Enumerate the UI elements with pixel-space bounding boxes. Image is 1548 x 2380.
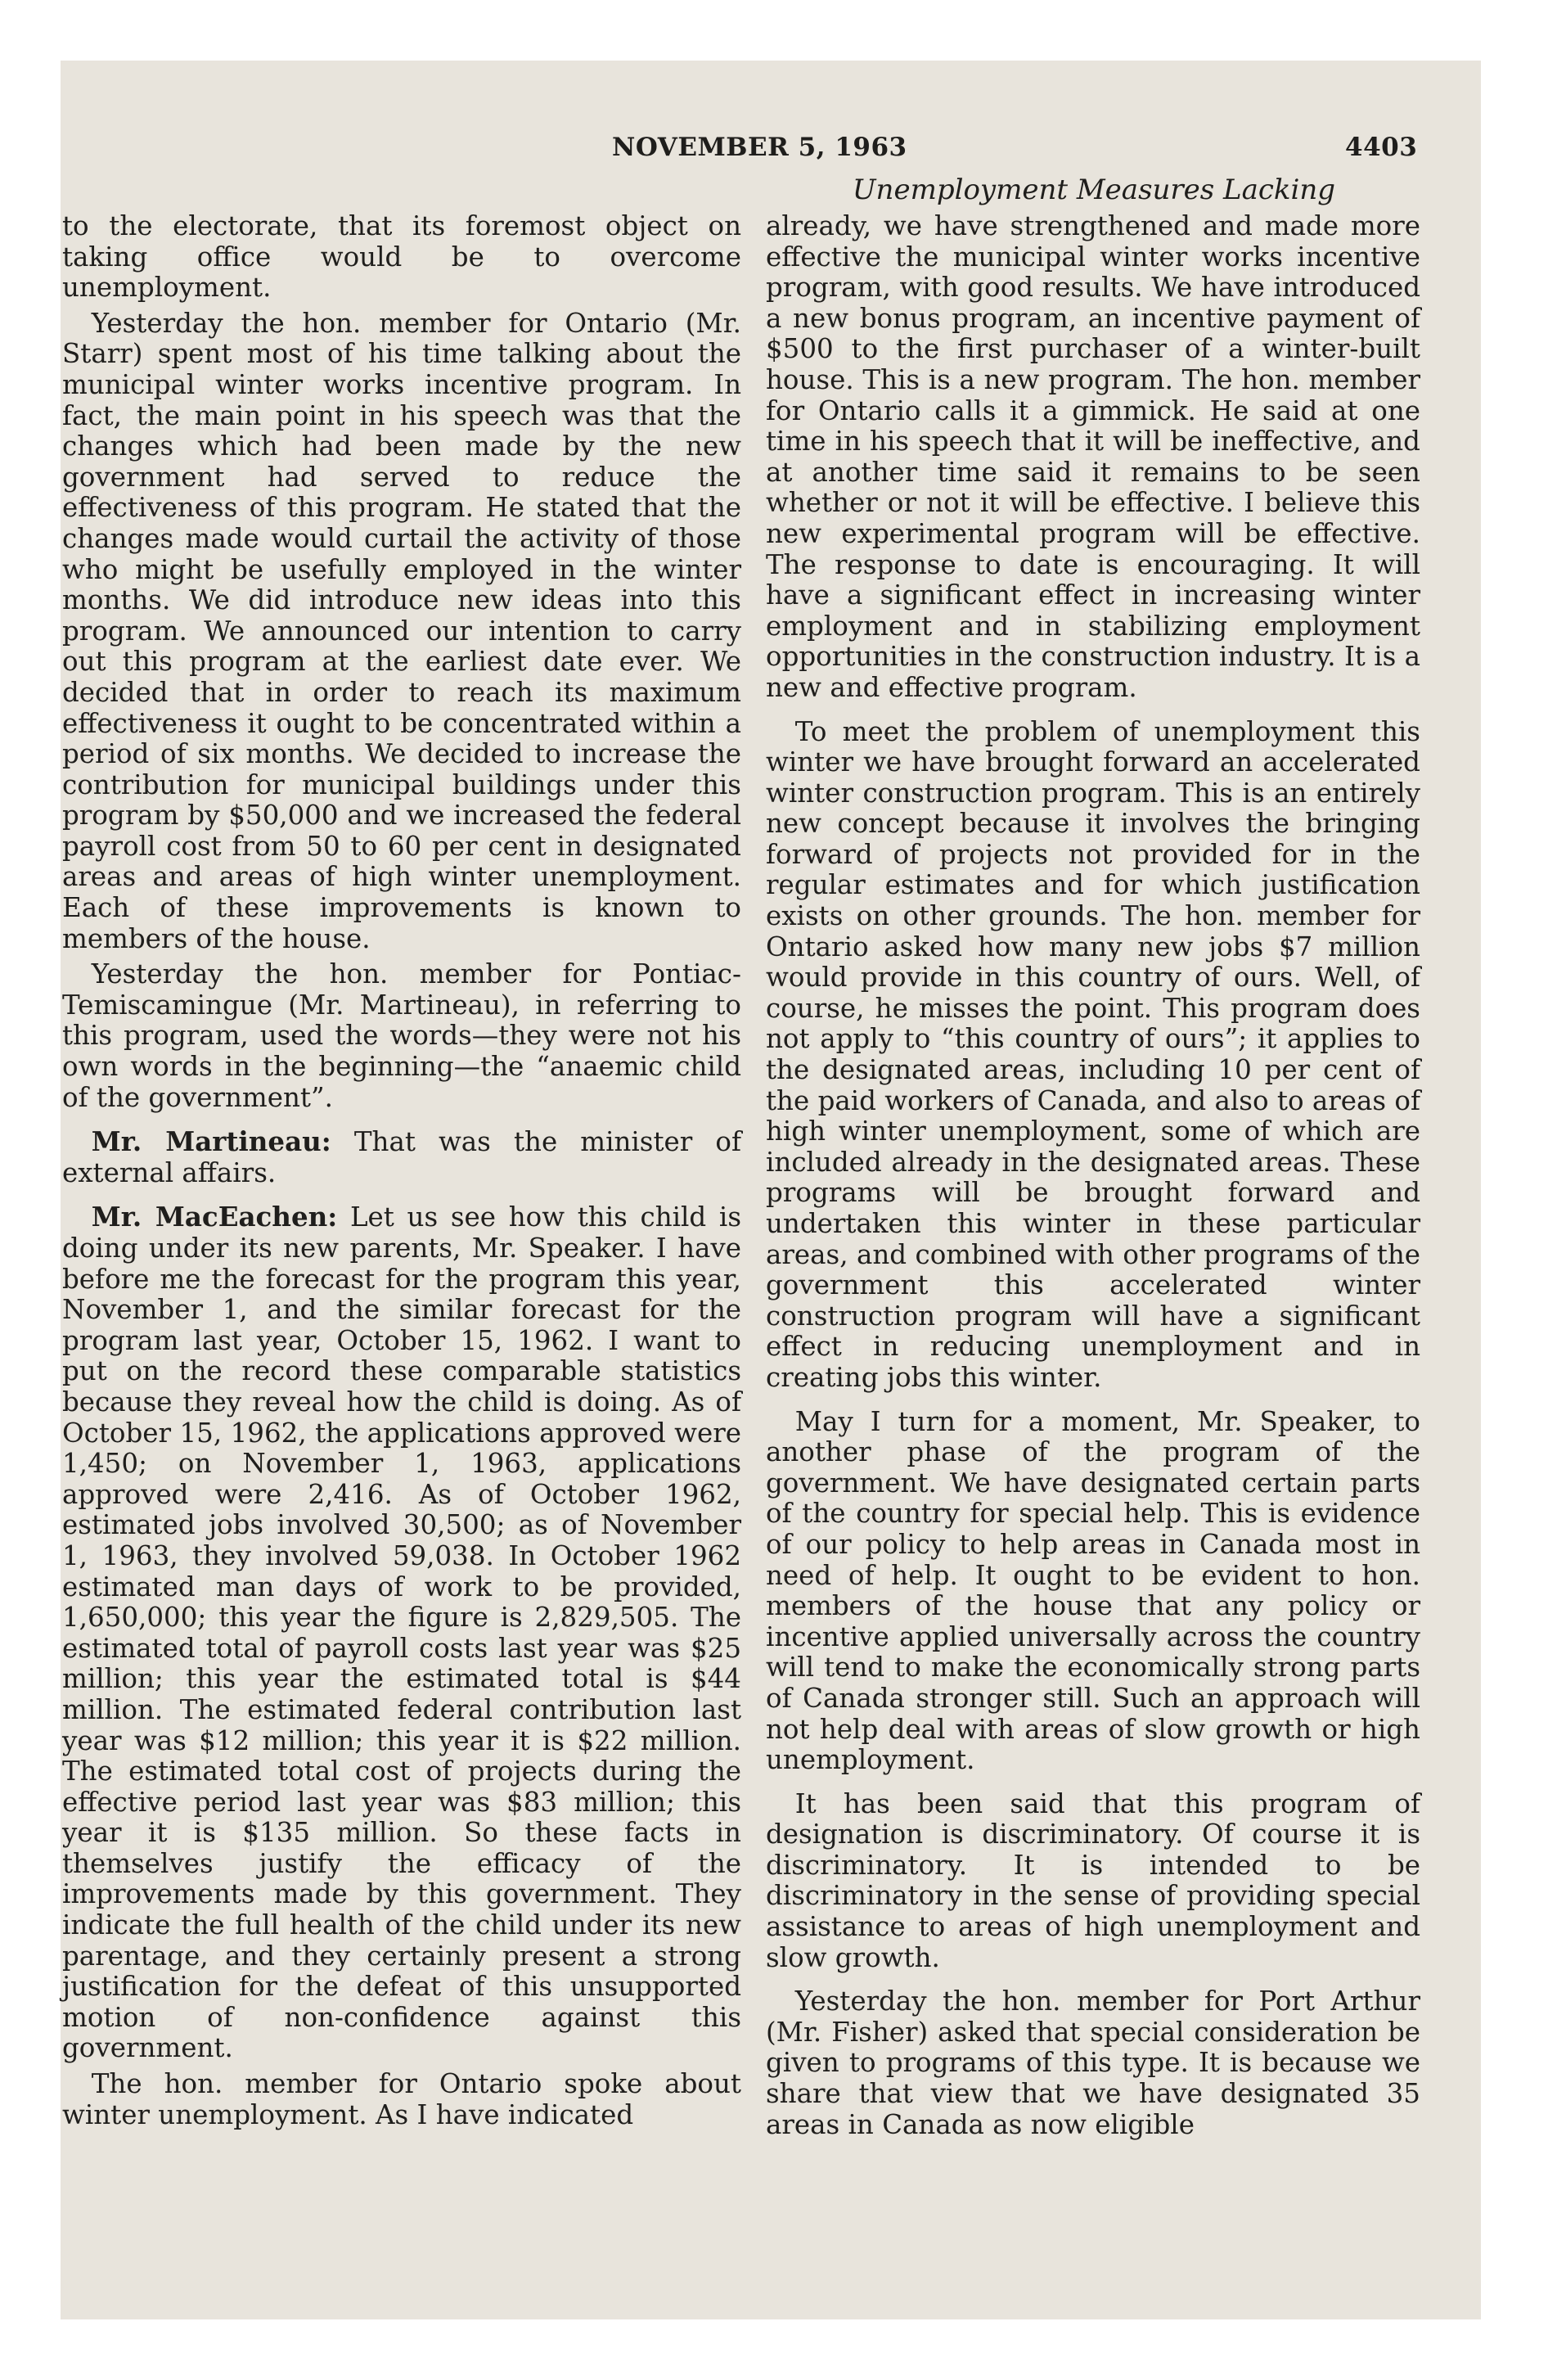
paragraph [766, 211, 1420, 704]
paragraph [766, 1407, 1420, 1776]
paragraph-text: Yesterday the hon. member for Pontiac-Temiscamingue (Mr. Martineau), in referring to this program, used the words—they were not his own words in the beginning—the “anaemic child of the government”. [62, 958, 741, 1113]
page-date: NOVEMBER 5, 1963 [612, 133, 907, 162]
paragraph [766, 1789, 1420, 1974]
speech-paragraph [62, 1126, 741, 1188]
paragraph-text: To meet the problem of unemployment this winter we have brought forward an accelerated winter construction program. This is an entirely new concept because it involves the bringing forward of projects not provided for in the regular estimates and for which justification exists on other grounds. The hon. member for Ontario asked how many new jobs $7 million would provide in this country of ours. Well, of course, he misses the point. This program does not apply to “this country of ours”; it applies to the designated areas, including 10 per cent of the paid workers of Canada, and also to areas of high winter unemployment, some of which are included already in the designated areas. These programs will be brought forward and undertaken this winter in these particular areas, and combined with other programs of the government this accelerated winter construction program will have a significant effect in reducing unemployment and in creating jobs this winter. [766, 715, 1420, 1393]
paragraph-text: The hon. member for Ontario spoke about winter unemployment. As I have indicated [62, 2068, 741, 2130]
left-column [62, 211, 741, 2135]
speech-text: That was the minister of external affairs. [62, 1126, 741, 1188]
page-number: 4403 [1345, 133, 1418, 162]
speaker-name: Mr. MacEachen: [91, 1201, 338, 1233]
speech-paragraph [62, 1201, 741, 2064]
paragraph [62, 211, 741, 304]
paragraph-text: It has been said that this program of designation is discriminatory. Of course it is discriminatory. It is intended to be discriminatory in the sense of providing special assistance to areas of high unemployment and slow growth. [766, 1787, 1420, 1973]
paragraph-text: already, we have strengthened and made more effective the municipal winter works incentive program, with good results. We have introduced a new bonus program, an incentive payment of $500 to the first purchaser of a winter-built house. This is a new program. The hon. member for Ontario calls it a gimmick. He said at one time in his speech that it will be ineffective, and at another time said it remains to be seen whether or not it will be effective. I believe this new experimental program will be effective. The response to date is encouraging. It will have a significant effect in increasing winter employment and in stabilizing employment opportunities in the construction industry. It is a new and effective program. [766, 210, 1420, 703]
paragraph-text: Yesterday the hon. member for Ontario (Mr. Starr) spent most of his time talking about the municipal winter works incentive program. In fact, the main point in his speech was that the changes which had been made by the new government had served to reduce the effectiveness of this program. He stated that the changes made would curtail the activity of those who might be usefully employed in the winter months. We did introduce new ideas into this program. We announced our intention to carry out this program at the earliest date ever. We decided that in order to reach its maximum effectiveness it ought to be concentrated within a period of six months. We decided to increase the contribution for municipal buildings under this program by $50,000 and we increased the federal payroll cost from 50 to 60 per cent in designated areas and areas of high winter unemployment. Each of these improvements is known to members of the house. [62, 307, 741, 954]
speaker-name: Mr. Martineau: [91, 1125, 331, 1158]
paragraph-text: May I turn for a moment, Mr. Speaker, to another phase of the program of the government. We have designated certain parts of the country for special help. This is evidence of our policy to help areas in Canada most in need of help. It ought to be evident to hon. members of the house that any policy or incentive applied universally across the country will tend to make the economically strong parts of Canada stronger still. Such an approach will not help deal with areas of slow growth or high unemployment. [766, 1405, 1420, 1776]
speech-text: Let us see how this child is doing under its new parents, Mr. Speaker. I have before me the forecast for the program this year, November 1, and the similar forecast for the program last year, October 15, 1962. I want to put on the record these comparable statistics because they reveal how the child is doing. As of October 15, 1962, the applications approved were 1,450; on November 1, 1963, applications approved were 2,416. As of October 1962, estimated jobs involved 30,500; as of November 1, 1963, they involved 59,038. In October 1962 estimated man days of work to be provided, 1,650,000; this year the figure is 2,829,505. The estimated total of payroll costs last year was $25 million; this year the estimated total is $44 million. The estimated federal contribution last year was $12 million; this year it is $22 million. The estimated total cost of projects during the effective period last year was $83 million; this year it is $135 million. So these facts in themselves justify the efficacy of the improvements made by this government. They indicate the full health of the child under its new parentage, and they certainly present a strong justification for the defeat of this unsupported motion of non-confidence against this government. [62, 1201, 742, 2064]
paragraph-text: Yesterday the hon. member for Port Arthur (Mr. Fisher) asked that special consideration be given to programs of this type. It is because we share that view that we have designated 35 areas in Canada as now eligible [766, 1986, 1420, 2140]
paragraph [62, 2069, 741, 2130]
paragraph [62, 959, 741, 1113]
paragraph [62, 309, 741, 954]
paragraph [766, 1986, 1420, 2140]
paragraph-text: to the electorate, that its foremost object on taking office would be to overcome unemployment. [62, 210, 741, 304]
running-subhead: Unemployment Measures Lacking [852, 174, 1336, 206]
right-column [766, 211, 1420, 2145]
paragraph [766, 717, 1420, 1394]
